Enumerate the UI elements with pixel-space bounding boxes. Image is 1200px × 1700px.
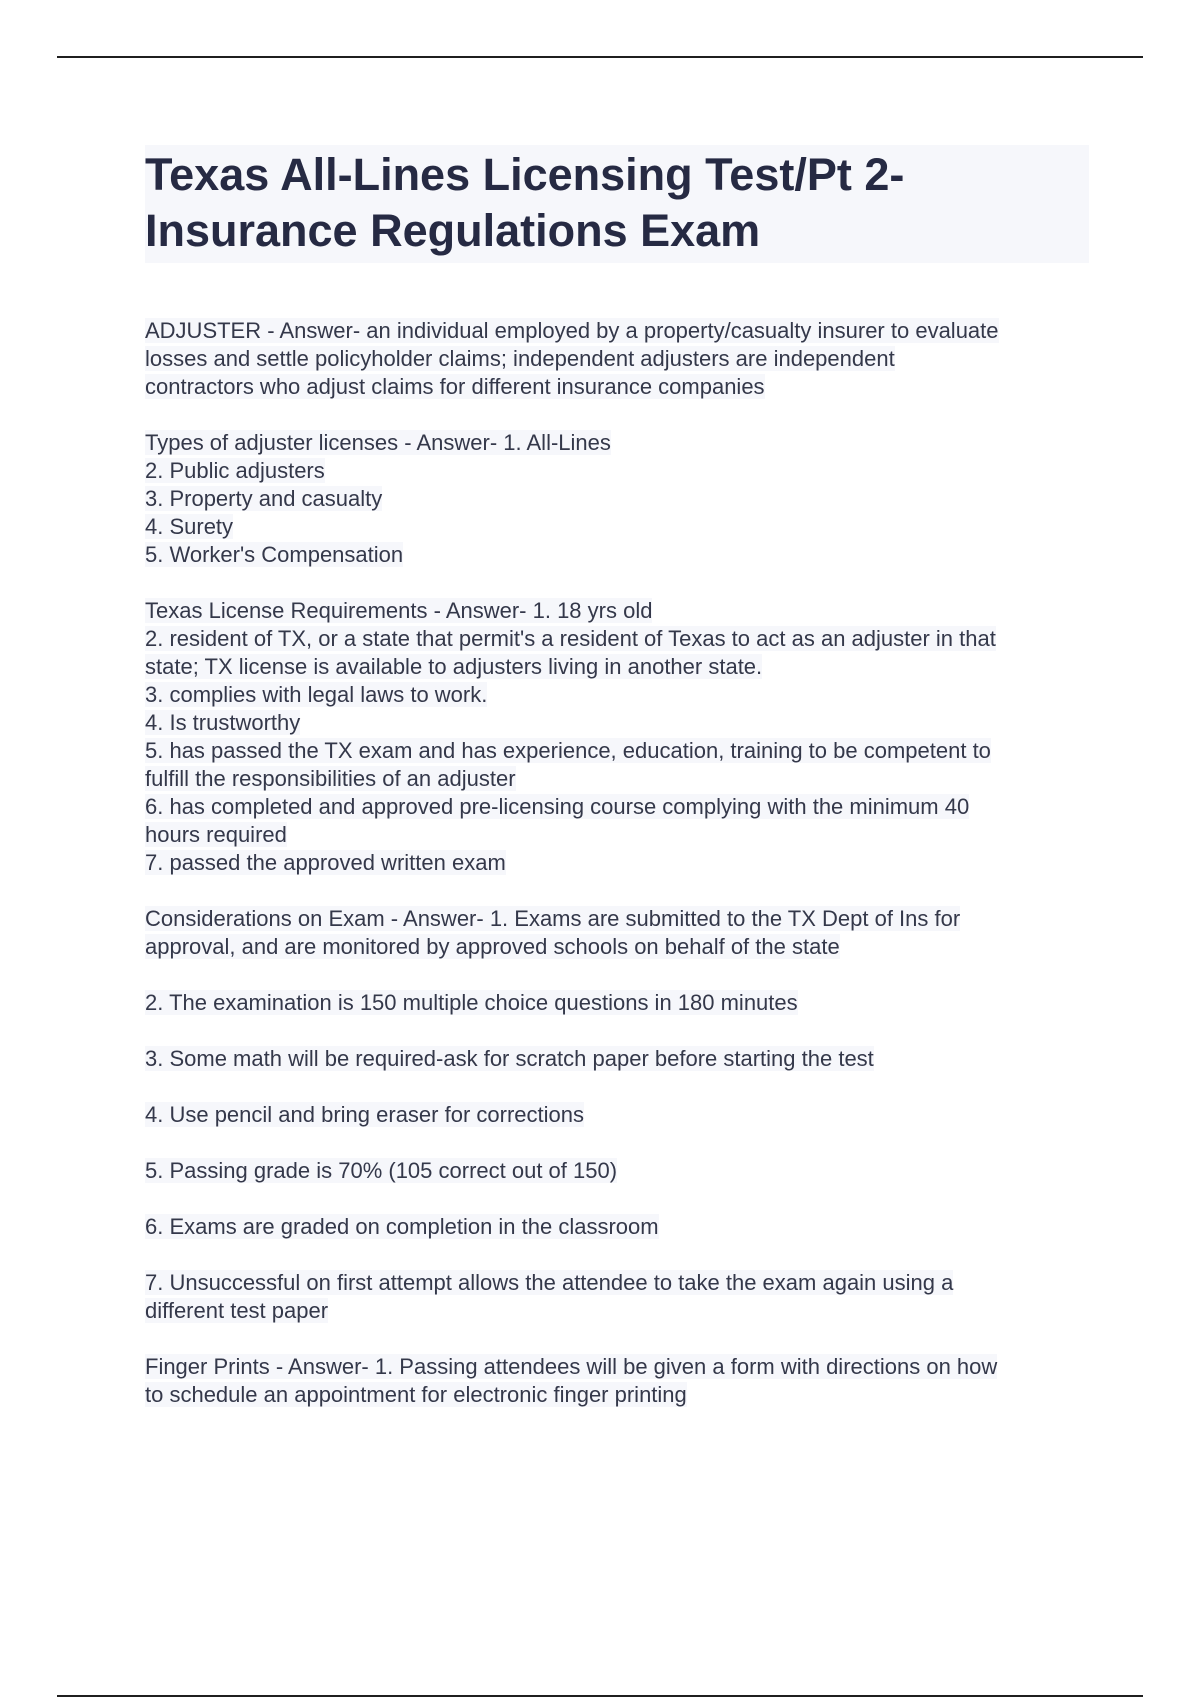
qa-entry [145,317,1089,401]
entry-line [145,1101,1089,1129]
entry-line-text: hours required [145,822,287,847]
entry-line [145,513,1089,541]
entry-line [145,653,1089,681]
entry-line-text: different test paper [145,1298,329,1323]
entry-line-text: 3. Property and casualty [145,486,383,511]
entry-line-text: 2. Public adjusters [145,458,325,483]
entry-line [145,709,1089,737]
entry-line [145,597,1089,625]
entry-line [145,1045,1089,1073]
bottom-rule [57,1695,1143,1697]
qa-entry [145,905,1089,961]
qa-entry [145,1101,1089,1129]
qa-entry [145,1269,1089,1325]
entry-line [145,681,1089,709]
entry-line-text: Finger Prints - Answer- 1. Passing attendees will be given a form with directions on how [145,1354,998,1379]
entry-line-text: Types of adjuster licenses - Answer- 1. All-Lines [145,430,611,455]
entry-line-text: ADJUSTER - Answer- an individual employed by a property/casualty insurer to evaluate [145,318,999,343]
entry-line-text: Considerations on Exam - Answer- 1. Exams are submitted to the TX Dept of Ins for [145,906,961,931]
entry-line-text: 5. Worker's Compensation [145,542,404,567]
entry-line-text: Texas License Requirements - Answer- 1. 18 yrs old [145,598,653,623]
entry-line [145,541,1089,569]
entry-line [145,1381,1089,1409]
qa-entry [145,1045,1089,1073]
entry-line [145,1297,1089,1325]
qa-entries [145,317,1089,1409]
document-title [145,147,1089,259]
entry-line [145,373,1089,401]
entry-line-text: approval, and are monitored by approved schools on behalf of the state [145,934,840,959]
qa-entry [145,1157,1089,1185]
qa-entry [145,1213,1089,1241]
entry-line-text: losses and settle policyholder claims; independent adjusters are independent [145,346,895,371]
qa-entry [145,989,1089,1017]
entry-line [145,905,1089,933]
entry-line [145,933,1089,961]
entry-line-text: 6. has completed and approved pre-licensing course complying with the minimum 40 [145,794,970,819]
entry-line [145,625,1089,653]
entry-line [145,457,1089,485]
entry-line [145,765,1089,793]
entry-line [145,1157,1089,1185]
entry-line [145,793,1089,821]
entry-line [145,849,1089,877]
entry-line-text: 5. has passed the TX exam and has experience, education, training to be competent to [145,738,991,763]
entry-line-text: 3. Some math will be required-ask for scratch paper before starting the test [145,1046,874,1071]
entry-line-text: state; TX license is available to adjusters living in another state. [145,654,763,679]
document-body [145,145,1089,1437]
entry-line [145,1213,1089,1241]
entry-line-text: 2. resident of TX, or a state that permit's a resident of Texas to act as an adjuster in that [145,626,996,651]
entry-line-text: 3. complies with legal laws to work. [145,682,488,707]
entry-line [145,317,1089,345]
entry-line-text: 5. Passing grade is 70% (105 correct out of 150) [145,1158,618,1183]
entry-line [145,429,1089,457]
qa-entry [145,597,1089,877]
qa-entry [145,1353,1089,1409]
title-block [145,145,1089,263]
entry-line [145,485,1089,513]
entry-line-text: 4. Surety [145,514,234,539]
entry-line-text: 6. Exams are graded on completion in the classroom [145,1214,659,1239]
entry-line [145,989,1089,1017]
entry-line [145,737,1089,765]
entry-line-text: 4. Is trustworthy [145,710,301,735]
entry-line [145,345,1089,373]
title-line: Insurance Regulations Exam [145,205,761,256]
entry-line-text: 2. The examination is 150 multiple choice questions in 180 minutes [145,990,798,1015]
entry-line-text: to schedule an appointment for electronic finger printing [145,1382,687,1407]
entry-line-text: contractors who adjust claims for different insurance companies [145,374,765,399]
qa-entry [145,429,1089,569]
entry-line-text: 7. Unsuccessful on first attempt allows the attendee to take the exam again using a [145,1270,954,1295]
entry-line [145,1353,1089,1381]
entry-line [145,1269,1089,1297]
entry-line-text: 4. Use pencil and bring eraser for corrections [145,1102,584,1127]
entry-line-text: 7. passed the approved written exam [145,850,506,875]
top-rule [57,56,1143,58]
entry-line [145,821,1089,849]
title-line: Texas All-Lines Licensing Test/Pt 2- [145,149,905,200]
entry-line-text: fulfill the responsibilities of an adjuster [145,766,516,791]
